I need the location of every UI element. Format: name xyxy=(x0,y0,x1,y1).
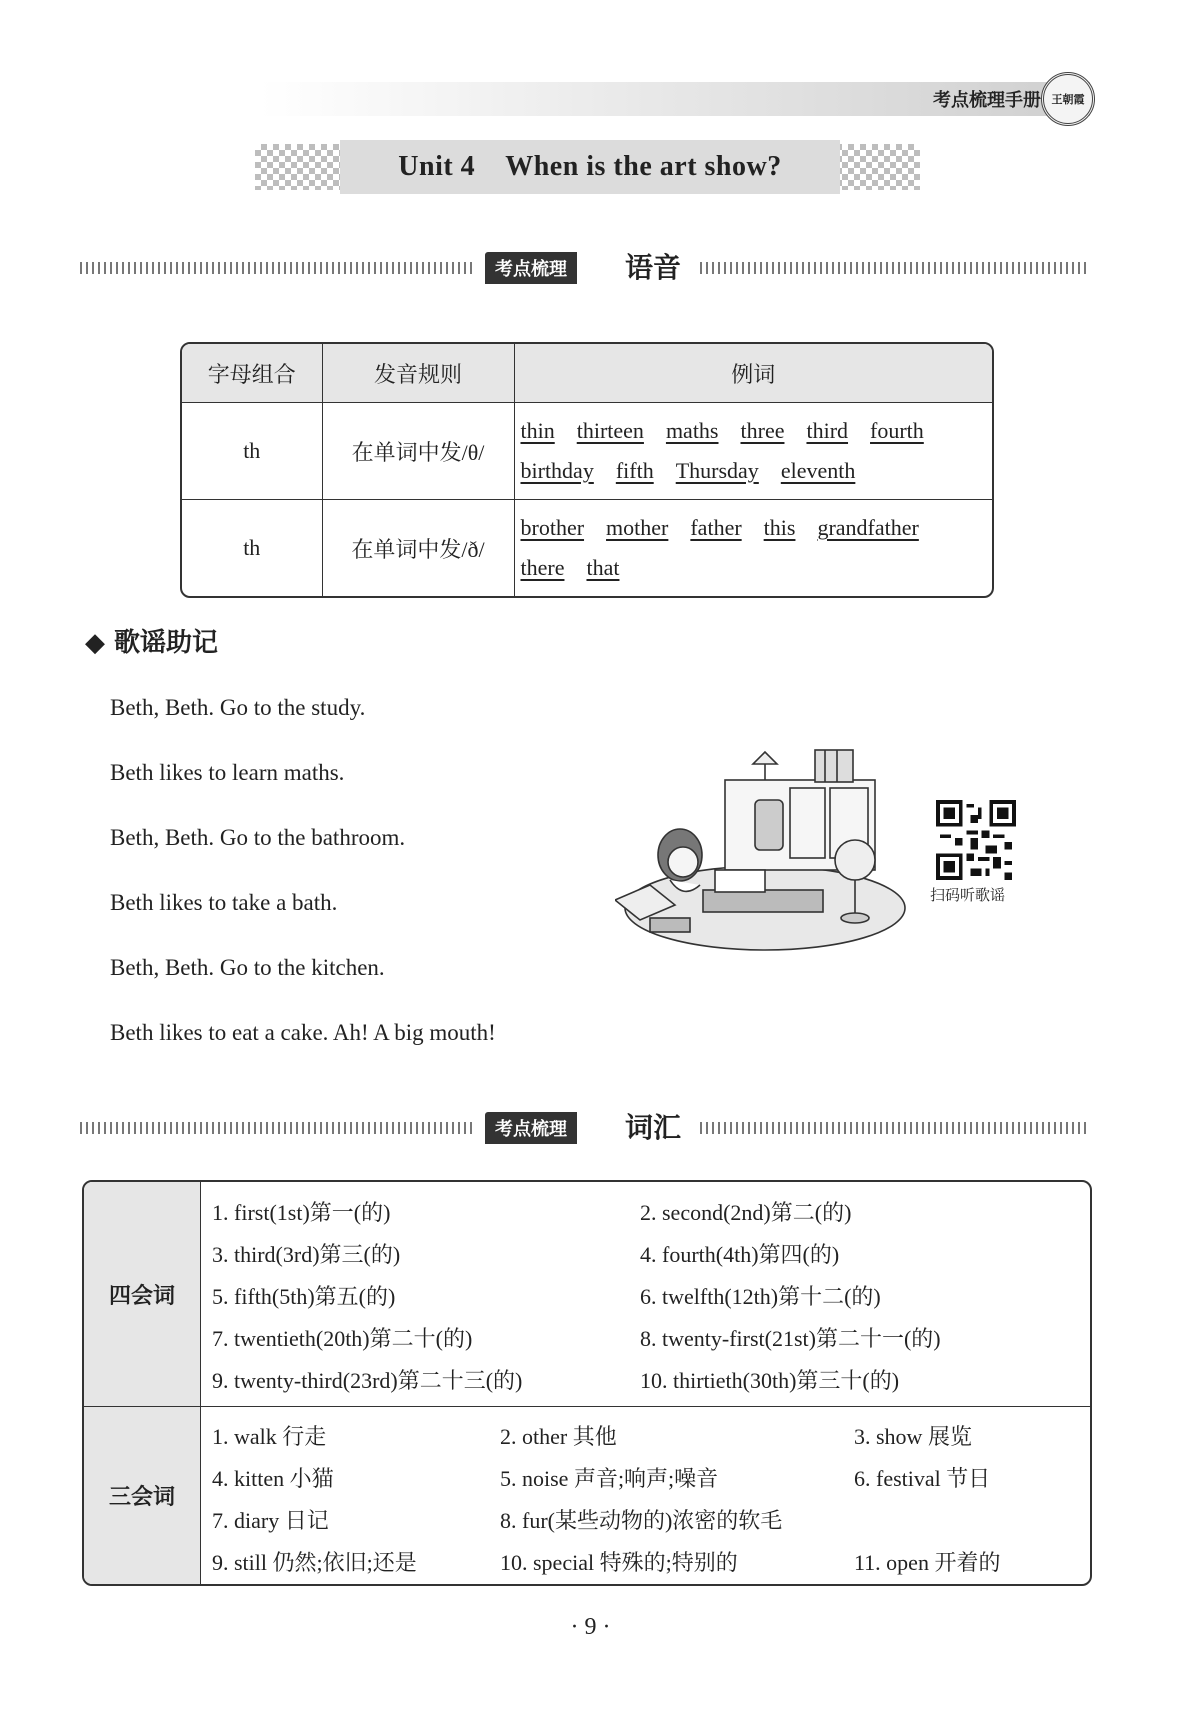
vocab-item: 5. noise 声音;响声;噪音 xyxy=(500,1466,719,1491)
vocab-item: 2. second(2nd)第二(的) xyxy=(640,1200,852,1225)
three-skills-label: 三会词 xyxy=(84,1406,201,1584)
vocab-item: 3. third(3rd)第三(的) xyxy=(212,1242,401,1267)
example-word: birthday xyxy=(520,458,594,483)
vocab-item: 7. diary 日记 xyxy=(212,1508,329,1533)
qr-code[interactable] xyxy=(936,800,1016,880)
divider-right xyxy=(700,1122,1090,1134)
row-divider xyxy=(84,1406,1090,1407)
example-word: third xyxy=(806,418,849,443)
header-combo: 字母组合 xyxy=(182,344,322,403)
table-header-row xyxy=(182,344,992,403)
vocab-item: 9. twenty-third(23rd)第二十三(的) xyxy=(212,1368,523,1393)
unit-label: Unit 4 xyxy=(398,151,476,182)
vocab-item: 10. special 特殊的;特别的 xyxy=(500,1550,738,1575)
vocab-item: 6. festival 节日 xyxy=(854,1466,991,1491)
logo-text: 王朝霞 xyxy=(1051,93,1085,106)
vocab-item: 3. show 展览 xyxy=(854,1424,972,1449)
example-word: that xyxy=(586,555,620,580)
vocab-item: 11. open 开着的 xyxy=(854,1550,1001,1575)
unit-title: When is the art show? xyxy=(505,151,782,182)
example-line xyxy=(521,548,987,588)
example-word: brother xyxy=(520,515,585,540)
vocab-item: 10. thirtieth(30th)第三十(的) xyxy=(640,1368,900,1393)
example-word: fourth xyxy=(870,418,924,443)
example-word: Thursday xyxy=(675,458,759,483)
section-title: 语音 xyxy=(625,251,682,284)
vocab-item: 4. kitten 小猫 xyxy=(212,1466,334,1491)
example-word: fifth xyxy=(615,458,654,483)
banner-checker-left xyxy=(255,144,345,190)
chant-line: Beth likes to learn maths. xyxy=(110,760,345,785)
vocab-table xyxy=(82,1180,1092,1586)
section-header-phonics xyxy=(80,250,1090,286)
vocab-item: 1. first(1st)第一(的) xyxy=(212,1200,391,1225)
example-word: this xyxy=(763,515,796,540)
vocab-item: 8. twenty-first(21st)第二十一(的) xyxy=(640,1326,941,1351)
pronunciation-rule: 在单词中发/ð/ xyxy=(322,500,514,597)
girl-studying-illustration xyxy=(615,740,915,955)
publisher-logo xyxy=(1041,72,1095,126)
chant-line: Beth, Beth. Go to the study. xyxy=(110,695,366,720)
section-title: 词汇 xyxy=(625,1111,682,1144)
chant-heading: ◆ 歌谣助记 xyxy=(85,628,219,658)
example-line xyxy=(521,508,987,548)
header-examples: 例词 xyxy=(514,344,992,403)
example-word: thin xyxy=(520,418,555,443)
divider-left xyxy=(80,262,475,274)
example-word: mother xyxy=(606,515,669,540)
chant-line: Beth, Beth. Go to the bathroom. xyxy=(110,825,406,850)
unit-title-banner xyxy=(340,140,840,194)
header-rule: 发音规则 xyxy=(322,344,514,403)
letter-combo: th xyxy=(182,403,322,500)
pronunciation-rule: 在单词中发/θ/ xyxy=(322,403,514,500)
divider-left xyxy=(80,1122,475,1134)
table-row xyxy=(182,403,992,500)
vocab-item: 6. twelfth(12th)第十二(的) xyxy=(640,1284,881,1309)
example-word: there xyxy=(520,555,565,580)
vocab-item: 9. still 仍然;依旧;还是 xyxy=(212,1550,417,1575)
chant-line: Beth likes to eat a cake. Ah! A big mouth! xyxy=(110,1020,496,1045)
example-word: thirteen xyxy=(576,418,644,443)
example-word: three xyxy=(740,418,785,443)
banner-checker-right xyxy=(830,144,920,190)
phonics-table xyxy=(180,342,994,598)
example-line xyxy=(521,411,987,451)
table-row xyxy=(182,500,992,597)
section-tag: 考点梳理 xyxy=(485,252,577,284)
example-word: maths xyxy=(665,418,719,443)
vocab-item: 5. fifth(5th)第五(的) xyxy=(212,1284,396,1309)
example-line xyxy=(521,451,987,491)
vocab-item: 2. other 其他 xyxy=(500,1424,617,1449)
example-words xyxy=(514,403,992,500)
divider-right xyxy=(700,262,1090,274)
qr-caption: 扫码听歌谣 xyxy=(930,886,1006,904)
section-tag: 考点梳理 xyxy=(485,1112,577,1144)
manual-title: 考点梳理手册 xyxy=(933,90,1041,111)
four-skills-label: 四会词 xyxy=(84,1182,201,1406)
chant-line: Beth, Beth. Go to the kitchen. xyxy=(110,955,385,980)
example-word: eleventh xyxy=(780,458,856,483)
page-number: · 9 · xyxy=(570,1614,611,1640)
example-words xyxy=(514,500,992,597)
vocab-item: 8. fur(某些动物的)浓密的软毛 xyxy=(500,1508,783,1533)
chant-line: Beth likes to take a bath. xyxy=(110,890,338,915)
vocab-item: 4. fourth(4th)第四(的) xyxy=(640,1242,840,1267)
example-word: grandfather xyxy=(817,515,919,540)
vocab-item: 7. twentieth(20th)第二十(的) xyxy=(212,1326,473,1351)
example-word: father xyxy=(690,515,742,540)
letter-combo: th xyxy=(182,500,322,597)
vocab-item: 1. walk 行走 xyxy=(212,1424,327,1449)
section-header-vocab xyxy=(80,1110,1090,1146)
